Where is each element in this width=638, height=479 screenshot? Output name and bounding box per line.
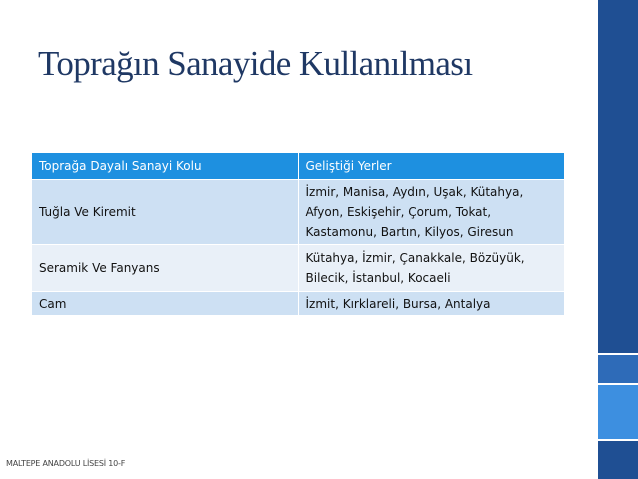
places-cell xyxy=(298,245,564,292)
side-bar-segment xyxy=(598,355,638,383)
industry-cell: Seramik Ve Fanyans xyxy=(32,245,298,292)
places-cell xyxy=(298,292,564,316)
industry-cell: Tuğla Ve Kiremit xyxy=(32,180,298,245)
header-industry: Toprağa Dayalı Sanayi Kolu xyxy=(32,153,298,180)
places-line: Kütahya, İzmir, Çanakkale, Bözüyük, xyxy=(305,251,525,265)
table-row xyxy=(32,245,564,292)
places-line: İzmir, Manisa, Aydın, Uşak, Kütahya, xyxy=(305,185,524,199)
industry-table xyxy=(32,153,564,315)
places-line: Afyon, Eskişehir, Çorum, Tokat, xyxy=(305,205,492,219)
decorative-side-bar xyxy=(598,0,638,479)
places-line: Bilecik, İstanbul, Kocaeli xyxy=(305,271,451,285)
side-bar-segment xyxy=(598,0,638,353)
places-cell xyxy=(298,180,564,245)
table-header-row xyxy=(32,153,564,180)
slide-title: Toprağın Sanayide Kullanılması xyxy=(38,44,473,83)
places-line: Kastamonu, Bartın, Kilyos, Giresun xyxy=(305,225,514,239)
table-row xyxy=(32,292,564,316)
header-places: Geliştiği Yerler xyxy=(298,153,564,180)
slide-footer: MALTEPE ANADOLU LİSESİ 10-F xyxy=(6,459,126,468)
places-line: İzmit, Kırklareli, Bursa, Antalya xyxy=(305,296,491,311)
industry-cell: Cam xyxy=(32,292,298,316)
side-bar-segment xyxy=(598,441,638,479)
table-row xyxy=(32,180,564,245)
side-bar-segment xyxy=(598,385,638,439)
